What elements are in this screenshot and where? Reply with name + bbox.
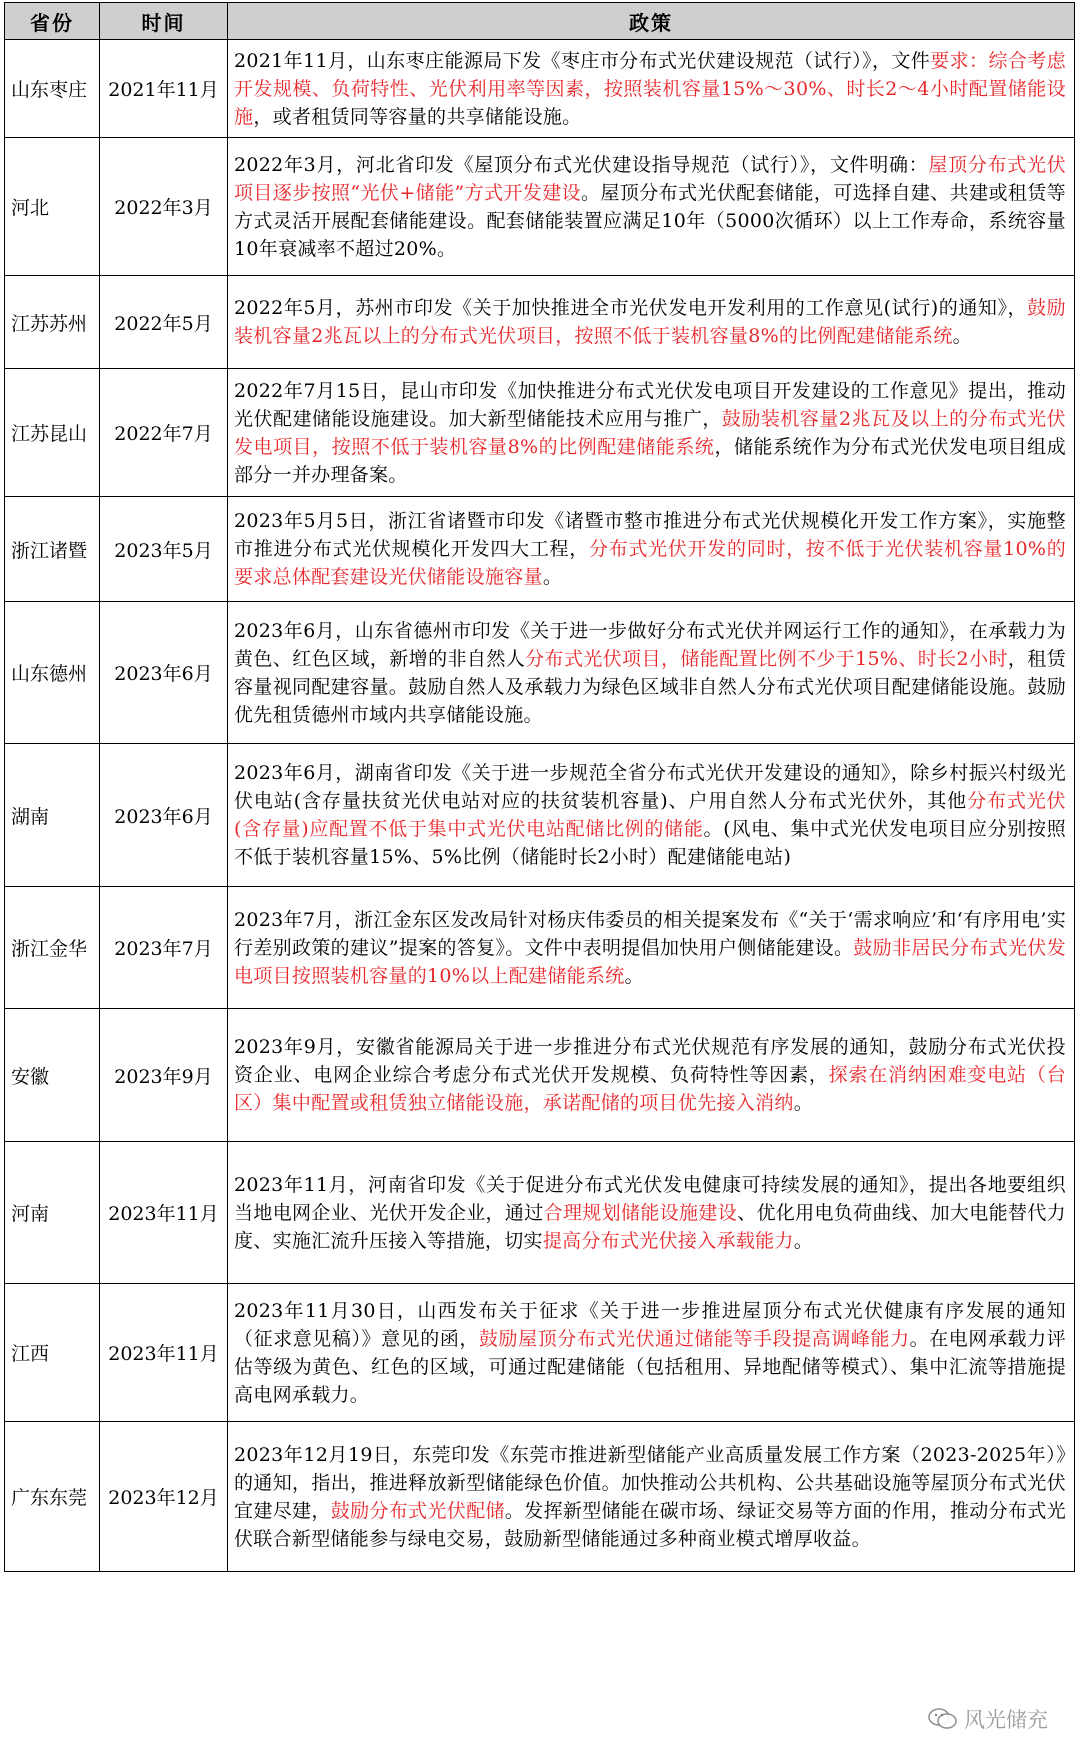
- policy-text: 2023年12月19日，东莞印发《东莞市推进新型储能产业高质量发展工作方案（2023-2025年）》的通知，指出，推进释放新型储能绿色价值。加快推动公共机构、公共基础设施等屋顶分布式光伏宜建尽建，: [234, 1443, 1066, 1522]
- table-header-row: [5, 3, 1075, 40]
- policy-text: 2023年7月，浙江金东区发改局针对杨庆伟委员的相关提案发布《“关于‘需求响应’和‘有序用电’实行差别政策的建议”提案的答复》。文件中表明提倡加快用户侧储能建设。: [234, 908, 1066, 959]
- policy-text: 2022年5月，苏州市印发《关于加快推进全市光伏发电开发利用的工作意见(试行)的通知》，: [234, 297, 1028, 319]
- policy-cell: [228, 40, 1075, 138]
- province-cell: 安徽: [5, 1009, 100, 1142]
- header-policy: 政策: [228, 3, 1075, 40]
- header-province: 省份: [5, 3, 100, 40]
- policy-cell: [228, 369, 1075, 497]
- table-row: [5, 369, 1075, 497]
- table-row: [5, 1284, 1075, 1422]
- province-cell: 山东枣庄: [5, 40, 100, 138]
- policy-text: 。(风电、集中式光伏发电项目应分别按照不低于装机容量15%、5%比例（储能时长2小时）配建储能电站): [234, 818, 1066, 868]
- province-cell: 河北: [5, 138, 100, 276]
- policy-cell: [228, 276, 1075, 369]
- header-time: 时间: [100, 3, 228, 40]
- time-cell: 2023年6月: [100, 602, 228, 744]
- table-row: [5, 40, 1075, 138]
- province-cell: 浙江诸暨: [5, 497, 100, 602]
- policy-text: 。: [793, 1229, 814, 1252]
- time-cell: 2023年5月: [100, 497, 228, 602]
- time-cell: 2023年6月: [100, 744, 228, 887]
- policy-text: 2023年9月，安徽省能源局关于进一步推进分布式光伏规范有序发展的通知，鼓励分布式光伏投资企业、电网企业综合考虑分布式光伏开发规模、负荷特性等因素，: [234, 1036, 1066, 1086]
- policy-highlight-text: 提高分布式光伏接入承载能力: [542, 1229, 794, 1252]
- policy-text: 。: [624, 964, 644, 987]
- time-cell: 2022年7月: [100, 369, 228, 497]
- table-row: [5, 1422, 1075, 1572]
- province-cell: 浙江金华: [5, 887, 100, 1009]
- policy-highlight-text: 分布式光伏(含存量)应配置不低于集中式光伏电站配储比例的储能: [234, 790, 1066, 840]
- time-cell: 2023年11月: [100, 1284, 228, 1422]
- wechat-icon: [928, 1707, 958, 1731]
- policy-text: 。屋顶分布式光伏配套储能，可选择自建、共建或租赁等方式灵活开展配套储能建设。配套储能装置应满足10年（5000次循环）以上工作寿命，系统容量10年衰减率不超过20%。: [234, 181, 1066, 260]
- policy-text: 2023年6月，山东省德州市印发《关于进一步做好分布式光伏并网运行工作的通知》，在承载力为黄色、红色区域，新增的非自然人: [234, 619, 1066, 670]
- province-cell: 江苏昆山: [5, 369, 100, 497]
- policy-text: 2022年7月15日，昆山市印发《加快推进分布式光伏发电项目开发建设的工作意见》提出，推动光伏配建储能设施建设。加大新型储能技术应用与推广，: [234, 379, 1066, 430]
- watermark-text: 风光储充: [964, 1708, 1048, 1732]
- policy-cell: [228, 602, 1075, 744]
- policy-cell: [228, 887, 1075, 1009]
- policy-highlight-text: 鼓励装机容量2兆瓦以上的分布式光伏项目，按照不低于装机容量8%的比例配建储能系统: [234, 297, 1066, 347]
- province-cell: 广东东莞: [5, 1422, 100, 1572]
- policy-highlight-text: 鼓励分布式光伏配储: [330, 1499, 505, 1522]
- policy-text: ，储能系统作为分布式光伏发电项目组成部分一并办理备案。: [234, 435, 1066, 486]
- table-row: [5, 887, 1075, 1009]
- policy-highlight-text: 合理规划储能设施建设: [543, 1201, 738, 1224]
- time-cell: 2021年11月: [100, 40, 228, 138]
- policy-text: 2023年11月30日，山西发布关于征求《关于进一步推进屋顶分布式光伏健康有序发展的通知（征求意见稿）》意见的函，: [234, 1299, 1066, 1350]
- policy-highlight-text: 鼓励非居民分布式光伏发电项目按照装机容量的10%以上配建储能系统: [234, 936, 1066, 987]
- policy-text: 2023年5月5日，浙江省诸暨市印发《诸暨市整市推进分布式光伏规模化开发工作方案》，实施整市推进分布式光伏规模化开发四大工程，: [234, 510, 1066, 560]
- policy-table: [4, 2, 1075, 1572]
- policy-text: ，或者租赁同等容量的共享储能设施。: [253, 105, 582, 128]
- watermark: [924, 1702, 1052, 1736]
- time-cell: 2023年7月: [100, 887, 228, 1009]
- province-cell: 河南: [5, 1142, 100, 1284]
- table-row: [5, 1142, 1075, 1284]
- policy-cell: [228, 138, 1075, 276]
- policy-cell: [228, 1284, 1075, 1422]
- table-row: [5, 602, 1075, 744]
- province-cell: 江西: [5, 1284, 100, 1422]
- policy-text: ，租赁容量视同配建容量。鼓励自然人及承载力为绿色区域非自然人分布式光伏项目配建储能设施。鼓励优先租赁德州市域内共享储能设施。: [234, 647, 1066, 726]
- policy-highlight-text: 探索在消纳困难变电站（台区）集中配置或租赁独立储能设施，承诺配储的项目优先接入消纳: [234, 1064, 1066, 1114]
- policy-highlight-text: 屋顶分布式光伏项目逐步按照“光伏+储能”方式开发建设: [234, 153, 1067, 204]
- policy-text: 、优化用电负荷曲线、加大电能替代力度、实施汇流升压接入等措施，切实: [234, 1201, 1066, 1252]
- policy-text: 2022年3月，河北省印发《屋顶分布式光伏建设指导规范（试行）》，文件明确：: [234, 153, 929, 176]
- policy-highlight-text: 分布式光伏项目，储能配置比例不少于15%、时长2小时: [525, 647, 1008, 670]
- policy-cell: [228, 1009, 1075, 1142]
- time-cell: 2023年12月: [100, 1422, 228, 1572]
- time-cell: 2023年9月: [100, 1009, 228, 1142]
- policy-cell: [228, 1142, 1075, 1284]
- table-row: [5, 744, 1075, 887]
- policy-text: 。在电网承载力评估等级为黄色、红色的区域，可通过配建储能（包括租用、异地配储等模式）、集中汇流等措施提高电网承载力。: [234, 1327, 1066, 1406]
- time-cell: 2022年5月: [100, 276, 228, 369]
- province-cell: 山东德州: [5, 602, 100, 744]
- table-row: [5, 276, 1075, 369]
- time-cell: 2022年3月: [100, 138, 228, 276]
- policy-highlight-text: 要求：综合考虑开发规模、负荷特性、光伏利用率等因素，按照装机容量15%～30%、时长2～4小时配置储能设施: [234, 49, 1067, 128]
- policy-text: 2023年11月，河南省印发《关于促进分布式光伏发电健康可持续发展的通知》，提出各地要组织当地电网企业、光伏开发企业，通过: [234, 1173, 1066, 1224]
- policy-cell: [228, 1422, 1075, 1572]
- province-cell: 江苏苏州: [5, 276, 100, 369]
- table-body: [5, 40, 1075, 1572]
- table-row: [5, 497, 1075, 602]
- policy-text: 。: [952, 325, 972, 347]
- policy-highlight-text: 分布式光伏开发的同时，按不低于光伏装机容量10%的要求总体配套建设光伏储能设施容量: [234, 538, 1067, 588]
- policy-highlight-text: 鼓励屋顶分布式光伏通过储能等手段提高调峰能力: [478, 1327, 910, 1350]
- policy-cell: [228, 744, 1075, 887]
- policy-text: 。发挥新型储能在碳市场、绿证交易等方面的作用，推动分布式光伏联合新型储能参与绿电交易，鼓励新型储能通过多种商业模式增厚收益。: [234, 1499, 1066, 1550]
- table-row: [5, 1009, 1075, 1142]
- policy-text: 2021年11月，山东枣庄能源局下发《枣庄市分布式光伏建设规范（试行）》，文件: [234, 49, 931, 72]
- policy-highlight-text: 鼓励装机容量2兆瓦及以上的分布式光伏发电项目，按照不低于装机容量8%的比例配建储能系统: [234, 407, 1066, 458]
- time-cell: 2023年11月: [100, 1142, 228, 1284]
- province-cell: 湖南: [5, 744, 100, 887]
- policy-text: 2023年6月，湖南省印发《关于进一步规范全省分布式光伏开发建设的通知》，除乡村振兴村级光伏电站(含存量扶贫光伏电站对应的扶贫装机容量)、户用自然人分布式光伏外，其他: [234, 762, 1066, 812]
- policy-text: 。: [542, 566, 563, 588]
- table-row: [5, 138, 1075, 276]
- policy-text: 。: [793, 1092, 814, 1114]
- policy-cell: [228, 497, 1075, 602]
